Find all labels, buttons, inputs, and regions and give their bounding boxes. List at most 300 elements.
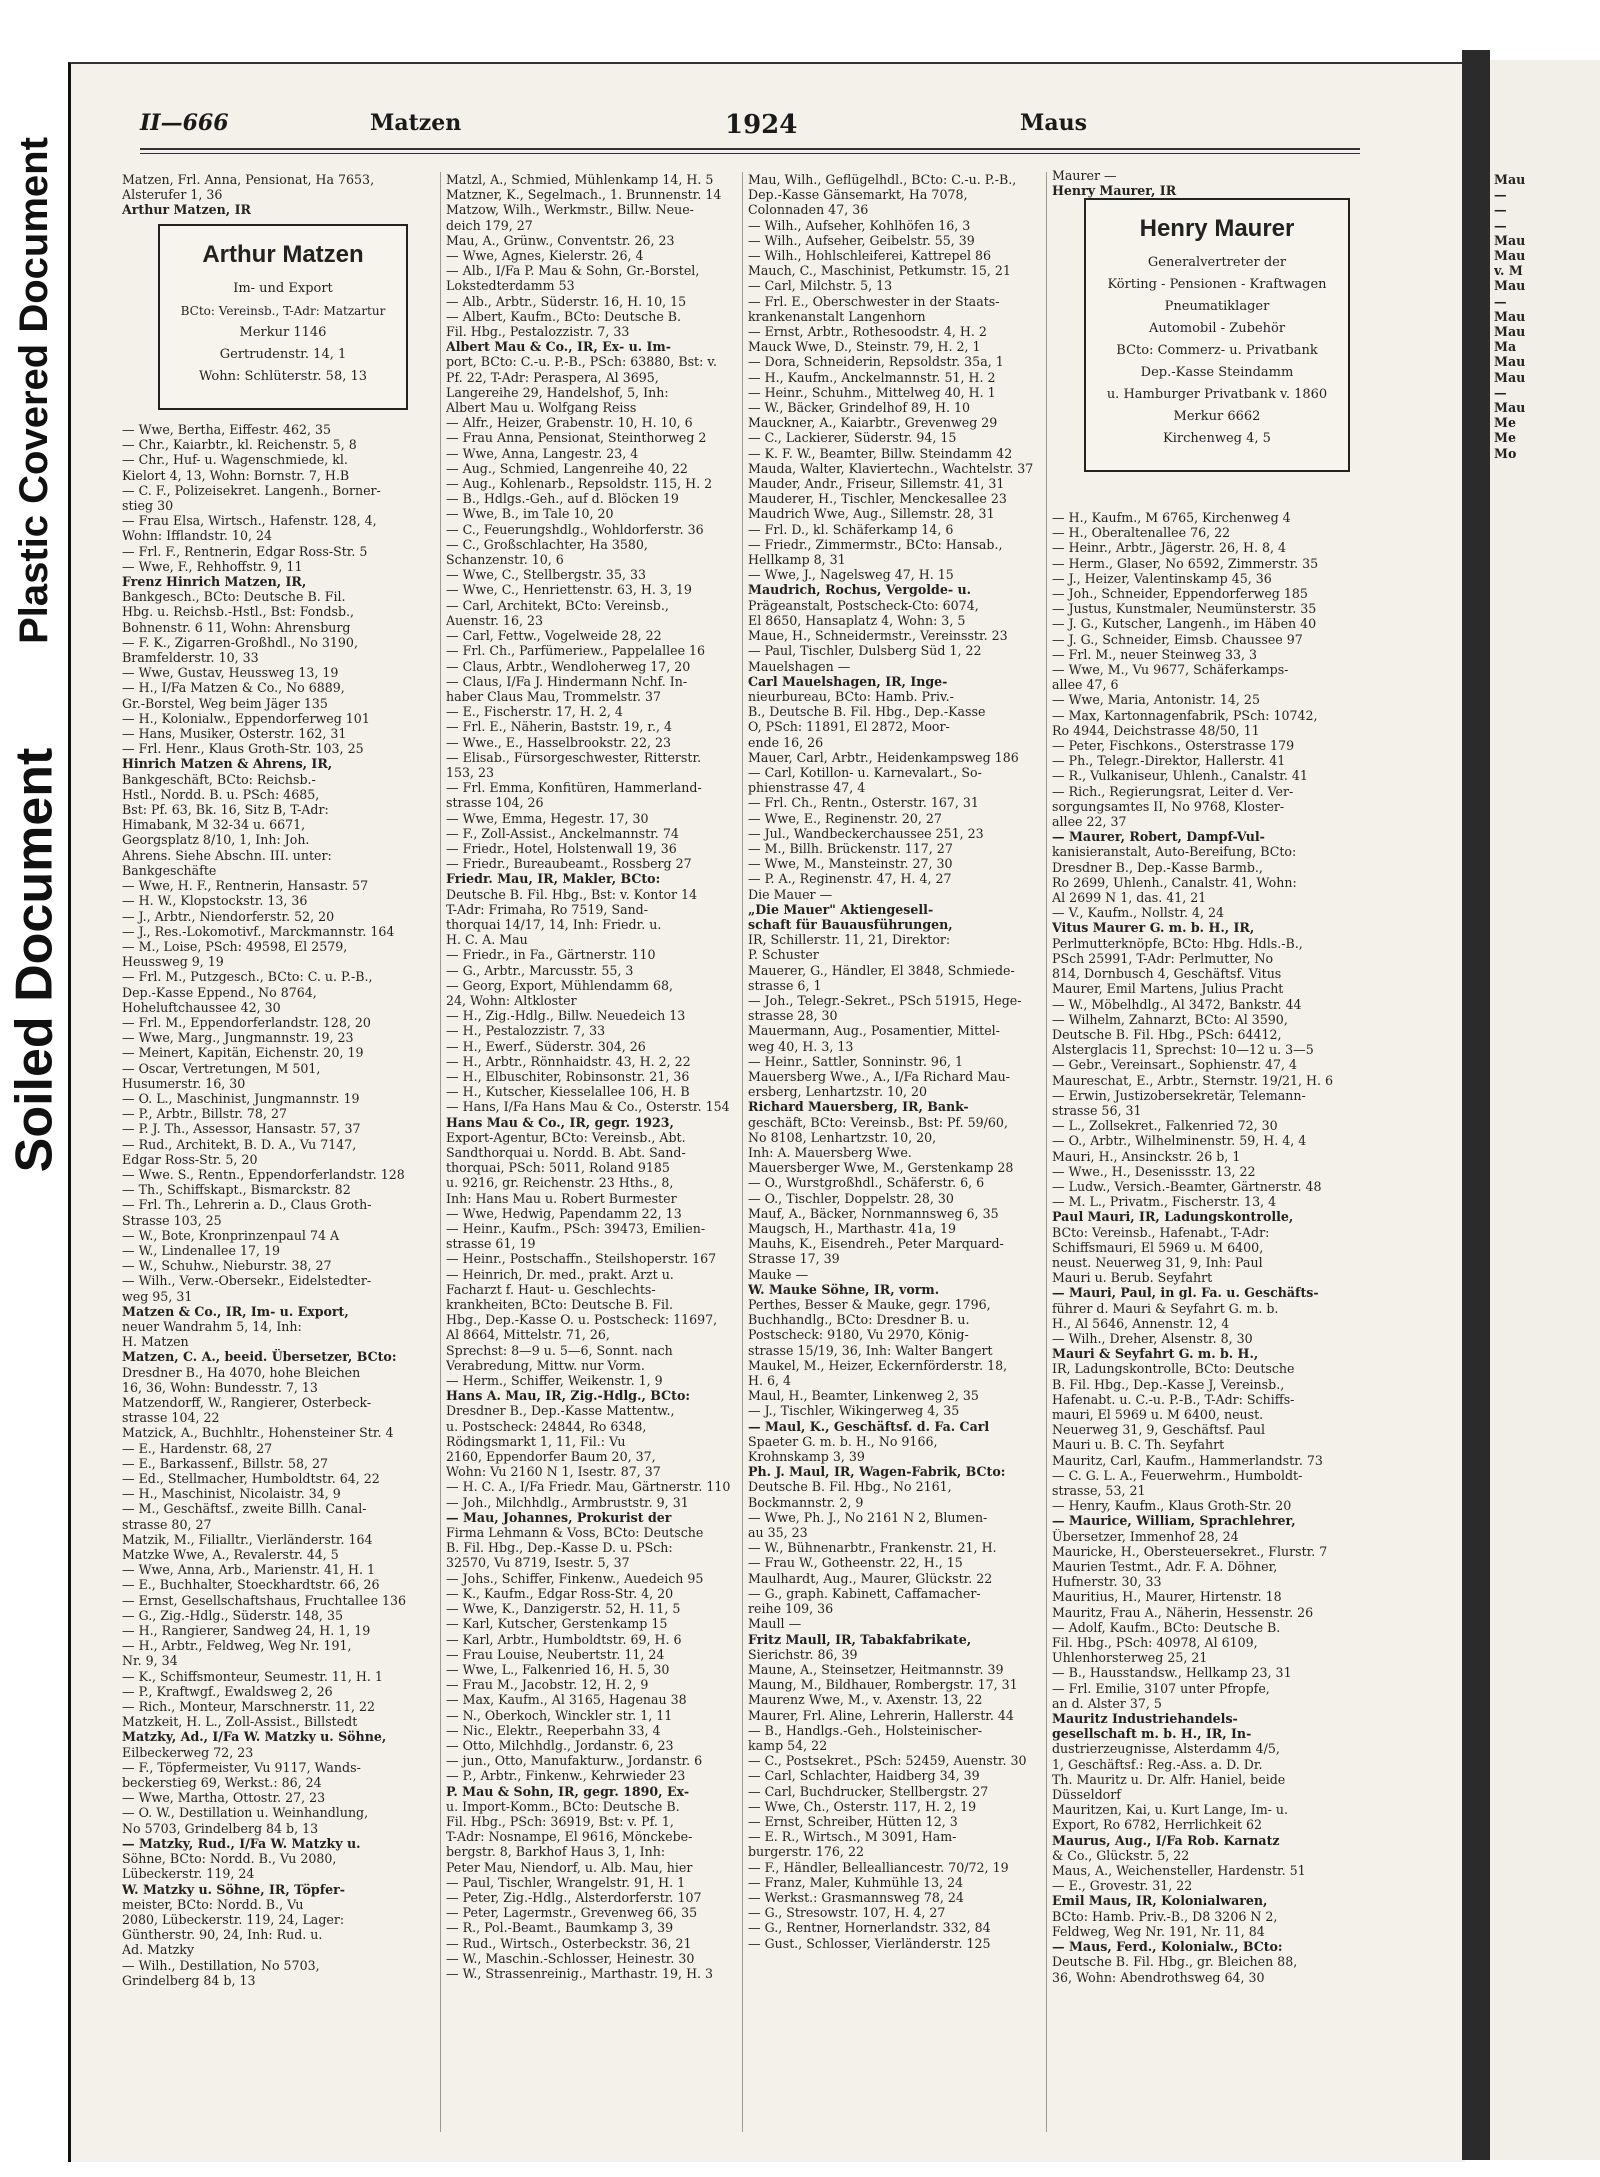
directory-entry: — Frau Anna, Pensionat, Steinthorweg 2: [446, 430, 707, 446]
directory-entry: Mauri u. Berub. Seyfahrt: [1052, 1270, 1213, 1286]
directory-entry: — E., Hardenstr. 68, 27: [122, 1440, 273, 1456]
directory-entry: Matzow, Wilh., Werkmstr., Billw. Neue-: [446, 202, 694, 218]
directory-entry: — Frl. Th., Lehrerin a. D., Claus Groth-: [122, 1197, 372, 1213]
directory-entry: 36, Wohn: Abendrothsweg 64, 30: [1052, 1969, 1265, 1985]
plastic-covered-label: [4, 120, 64, 660]
directory-entry: — Alfr., Heizer, Grabenstr. 10, H. 10, 6: [446, 415, 693, 431]
directory-entry: Maurenz Wwe, M., v. Axenstr. 13, 22: [748, 1692, 983, 1708]
directory-entry: — Carl, Milchstr. 5, 13: [748, 278, 893, 294]
directory-entry: — Wwe, E., Reginenstr. 20, 27: [748, 810, 942, 826]
directory-entry: — Mauri, Paul, in gl. Fa. u. Geschäfts-: [1052, 1285, 1319, 1301]
directory-entry: — H., Zig.-Hdlg., Billw. Neuedeich 13: [446, 1008, 686, 1024]
directory-entry: Albert Mau & Co., IR, Ex- u. Im-: [446, 339, 671, 355]
directory-entry: — V., Kaufm., Nollstr. 4, 24: [1052, 905, 1225, 921]
directory-entry: — W., Schuhw., Nieburstr. 38, 27: [122, 1258, 332, 1274]
directory-entry: — Frl. F., Rentnerin, Edgar Ross-Str. 5: [122, 543, 368, 559]
directory-entry: — C., Lackierer, Süderstr. 94, 15: [748, 430, 957, 446]
directory-entry: — Claus, I/Fa J. Hindermann Nchf. In-: [446, 673, 688, 689]
directory-entry: — Wwe, K., Danzigerstr. 52, H. 11, 5: [446, 1601, 681, 1617]
directory-entry: Dresdner B., Dep.-Kasse Mattentw.,: [446, 1403, 675, 1419]
directory-entry: — Adolf, Kaufm., BCto: Deutsche B.: [1052, 1619, 1281, 1635]
directory-entry: — Wwe, L., Falkenried 16, H. 5, 30: [446, 1661, 670, 1677]
ad-line: Generalvertreter der: [1147, 255, 1287, 270]
directory-entry: — C., Feuerungshdlg., Wohldorferstr. 36: [446, 521, 704, 537]
directory-entry: — Ernst, Gesellschaftshaus, Fruchtallee 136: [122, 1592, 407, 1608]
directory-entry: — B., Hdlgs.-Geh., auf d. Blöcken 19: [446, 491, 679, 507]
directory-entry: — Justus, Kunstmaler, Neumünsterstr. 35: [1052, 601, 1317, 617]
directory-entry: — Johs., Schiffer, Finkenw., Auedeich 95: [446, 1570, 704, 1586]
directory-entry: — Matzky, Rud., I/Fa W. Matzky u.: [122, 1835, 361, 1851]
directory-entry: Maue, H., Schneidermstr., Vereinsstr. 23: [748, 628, 1008, 644]
directory-entry: Alsterglacis 11, Sprechst: 10—12 u. 3—5: [1052, 1042, 1314, 1058]
directory-entry: Emil Maus, IR, Kolonialwaren,: [1052, 1893, 1268, 1909]
directory-entry: Grindelberg 84 b, 13: [122, 1972, 256, 1988]
directory-entry: — Carl, Buchdrucker, Stellbergstr. 27: [748, 1783, 989, 1799]
directory-entry: strasse 15/19, 36, Inh: Walter Bangert: [748, 1342, 993, 1358]
directory-entry: — Joh., Telegr.-Sekret., PSch 51915, Hege-: [748, 992, 1022, 1008]
header-rule: [140, 148, 1360, 150]
directory-entry: — J., Res.-Lokomotivf., Marckmannstr. 164: [122, 923, 395, 939]
directory-entry: ende 16, 26: [748, 734, 824, 750]
directory-entry: Hans A. Mau, IR, Zig.-Hdlg., BCto:: [446, 1388, 690, 1404]
directory-entry: Wohn: Vu 2160 N 1, Isestr. 87, 37: [446, 1464, 661, 1480]
directory-entry: haber Claus Mau, Trommelstr. 37: [446, 688, 661, 704]
directory-entry: Ro 2699, Uhlenh., Canalstr. 41, Wohn:: [1052, 874, 1297, 890]
directory-entry: — Frl. E., Oberschwester in der Staats-: [748, 293, 1000, 309]
directory-entry: — Wwe., E., Hasselbrookstr. 22, 23: [446, 734, 671, 750]
ad-line: Körting - Pensionen - Kraftwagen: [1107, 277, 1327, 292]
directory-entry: Maurer, Emil Martens, Julius Pracht: [1052, 981, 1284, 997]
directory-entry: Alsterufer 1, 36: [122, 187, 223, 203]
directory-entry: Maureschat, E., Arbtr., Sternstr. 19/21, H. 6: [1052, 1072, 1334, 1088]
directory-entry: Inh: A. Mauersberg Wwe.: [748, 1145, 912, 1160]
ad-line: Dep.-Kasse Steindamm: [1140, 365, 1294, 380]
soiled-document-label: [4, 680, 64, 1240]
directory-entry: — Karl, Arbtr., Humboldtstr. 69, H. 6: [446, 1631, 682, 1647]
directory-entry: — Rud., Wirtsch., Osterbeckstr. 36, 21: [446, 1935, 692, 1951]
column-2: [446, 172, 736, 2132]
directory-entry: — O. W., Destillation u. Weinhandlung,: [122, 1805, 369, 1821]
directory-entry: Mauricke, H., Obersteuersekret., Flurstr. 7: [1052, 1543, 1328, 1559]
directory-entry: geschäft, BCto: Vereinsb., Bst: Pf. 59/60,: [748, 1114, 1008, 1130]
directory-entry: Matzen, C. A., beeid. Übersetzer, BCto:: [122, 1349, 397, 1365]
directory-entry: — Frau W., Gotheenstr. 22, H., 15: [748, 1555, 963, 1571]
directory-entry: — Henry, Kaufm., Klaus Groth-Str. 20: [1052, 1498, 1292, 1514]
directory-entry: Kielort 4, 13, Wohn: Bornstr. 7, H.B: [122, 467, 350, 483]
directory-entry: — jun., Otto, Manufakturw., Jordanstr. 6: [446, 1753, 703, 1769]
directory-entry: Peter Mau, Niendorf, u. Alb. Mau, hier: [446, 1859, 693, 1875]
directory-entry: 24, Wohn: Altkloster: [446, 992, 577, 1008]
directory-entry: Bankgesch., BCto: Deutsche B. Fil.: [122, 589, 346, 605]
directory-entry: — W., Bäcker, Grindelhof 89, H. 10: [748, 400, 971, 416]
directory-entry: Henry Maurer, IR: [1052, 183, 1177, 199]
directory-entry: Buchhandlg., BCto: Dresdner B. u.: [748, 1312, 970, 1328]
facing-page-column: [1494, 172, 1594, 2132]
directory-entry: Maurer, Frl. Aline, Lehrerin, Hallerstr. 44: [748, 1707, 1014, 1723]
directory-entry: — Peter, Zig.-Hdlg., Alsterdorferstr. 107: [446, 1889, 702, 1905]
directory-entry: Heussweg 9, 19: [122, 954, 224, 970]
directory-entry: „Die Mauer" Aktiengesell-: [748, 901, 934, 917]
directory-entry: u. Postscheck: 24844, Ro 6348,: [446, 1418, 647, 1434]
directory-entry: Maurer —: [1052, 168, 1117, 183]
directory-entry: — Gust., Schlosser, Vierländerstr. 125: [748, 1935, 991, 1951]
directory-entry: Mau: [1494, 278, 1526, 294]
directory-entry: Fritz Maull, IR, Tabakfabrikate,: [748, 1631, 972, 1647]
directory-entry: krankheiten, BCto: Deutsche B. Fil.: [446, 1297, 674, 1313]
directory-entry: reihe 109, 36: [748, 1601, 834, 1617]
column-divider: [440, 172, 441, 2132]
directory-entry: Maudrich, Rochus, Vergolde- u.: [748, 582, 972, 598]
directory-entry: Maukel, M., Heizer, Eckernförderstr. 18,: [748, 1357, 1008, 1373]
directory-entry: — Friedr., Zimmermstr., BCto: Hansab.,: [748, 536, 1003, 552]
directory-entry: Mauf, A., Bäcker, Nornmannsweg 6, 35: [748, 1205, 999, 1221]
directory-entry: — Hans, I/Fa Hans Mau & Co., Osterstr. 154: [446, 1099, 730, 1115]
directory-entry: Mo: [1494, 445, 1517, 461]
directory-entry: Spaeter G. m. b. H., No 9166,: [748, 1433, 938, 1449]
directory-entry: Hbg. u. Reichsb.-Hstl., Bst: Fondsb.,: [122, 604, 355, 620]
directory-entry: — H., Elbuschiter, Robinsonstr. 21, 36: [446, 1068, 690, 1084]
directory-entry: — Maurice, William, Sprachlehrer,: [1052, 1513, 1296, 1529]
directory-entry: — Georg, Export, Mühlendamm 68,: [446, 977, 674, 993]
directory-entry: H. Matzen: [122, 1334, 189, 1350]
directory-entry: — Max, Kartonnagenfabrik, PSch: 10742,: [1052, 707, 1318, 723]
directory-entry: O, PSch: 11891, El 2872, Moor-: [748, 719, 950, 735]
directory-entry: — H., Kaufm., Anckelmannstr. 51, H. 2: [748, 369, 996, 385]
directory-entry: Deutsche B. Fil. Hbg., gr. Bleichen 88,: [1052, 1954, 1298, 1970]
directory-entry: — H., Kaufm., M 6765, Kirchenweg 4: [1052, 510, 1291, 525]
directory-entry: Mauda, Walter, Klaviertechn., Wachtelstr. 37: [748, 460, 1034, 476]
directory-entry: — H., Ewerf., Süderstr. 304, 26: [446, 1038, 646, 1054]
column-1: [122, 422, 432, 2132]
directory-entry: Mau: [1494, 324, 1526, 340]
directory-entry: Th. Mauritz u. Dr. Alfr. Haniel, beide: [1052, 1771, 1286, 1787]
directory-entry: — Wwe, F., Rehhoffstr. 9, 11: [122, 558, 303, 574]
directory-entry: Albert Mau u. Wolfgang Reiss: [446, 400, 637, 416]
directory-entry: Bohnenstr. 6 11, Wohn: Ahrensburg: [122, 619, 351, 635]
column-1-top: [122, 172, 430, 220]
directory-entry: Mau: [1494, 308, 1526, 324]
column-3: [748, 172, 1040, 2132]
directory-entry: Mau: [1494, 248, 1526, 264]
directory-entry: Matzke Wwe, A., Revalerstr. 44, 5: [122, 1547, 339, 1563]
directory-entry: — Maus, Ferd., Kolonialw., BCto:: [1052, 1939, 1283, 1955]
directory-entry: Strasse 17, 39: [748, 1251, 840, 1267]
directory-entry: Hoheluftchaussee 42, 30: [122, 999, 281, 1015]
directory-entry: krankenanstalt Langenhorn: [748, 308, 926, 324]
directory-entry: & Co., Glückstr. 5, 22: [1052, 1847, 1190, 1863]
directory-entry: Dep.-Kasse Eppend., No 8764,: [122, 984, 317, 1000]
directory-entry: Mau: [1494, 354, 1526, 370]
ad-line: Automobil - Zubehör: [1148, 321, 1286, 336]
directory-entry: BCto: Hamb. Priv.-B., D8 3206 N 2,: [1052, 1908, 1278, 1924]
directory-entry: — Heinrich, Dr. med., prakt. Arzt u.: [446, 1266, 674, 1282]
directory-entry: — E., Grovestr. 31, 22: [1052, 1878, 1193, 1894]
directory-entry: dustrierzeugnisse, Alsterdamm 4/5,: [1052, 1741, 1280, 1757]
directory-entry: — Friedr., in Fa., Gärtnerstr. 110: [446, 947, 656, 963]
directory-entry: Dresdner B., Dep.-Kasse Barmb.,: [1052, 859, 1263, 875]
directory-entry: — Franz, Maler, Kuhmühle 13, 24: [748, 1874, 964, 1890]
headword-right: Maus: [1020, 110, 1087, 136]
book-spine: [1462, 50, 1490, 2160]
directory-entry: thorquai, PSch: 5011, Roland 9185: [446, 1160, 670, 1176]
directory-entry: — O. L., Maschinist, Jungmannstr. 19: [122, 1090, 360, 1106]
directory-entry: Mauckner, A., Kaiarbtr., Grevenweg 29: [748, 415, 998, 431]
directory-entry: H., Al 5646, Annenstr. 12, 4: [1052, 1315, 1230, 1331]
directory-entry: — E. R., Wirtsch., M 3091, Ham-: [748, 1829, 957, 1845]
directory-entry: Mauer, Carl, Arbtr., Heidenkampsweg 186: [748, 749, 1019, 765]
directory-entry: Langereihe 29, Handelshof, 5, Inh:: [446, 384, 669, 400]
ad-line: Merkur 6662: [1173, 409, 1261, 424]
directory-entry: Prägeanstalt, Postscheck-Cto: 6074,: [748, 597, 979, 613]
directory-entry: BCto: Vereinsb., Hafenabt., T-Adr:: [1052, 1224, 1270, 1240]
directory-entry: nieurbureau, BCto: Hamb. Priv.-: [748, 688, 954, 704]
directory-entry: No 8108, Lenhartzstr. 10, 20,: [748, 1129, 937, 1145]
directory-entry: Matzick, A., Buchhltr., Hohensteiner Str. 4: [122, 1425, 394, 1441]
directory-entry: — M., Billh. Brückenstr. 117, 27: [748, 840, 953, 856]
directory-entry: — Wwe, C., Stellbergstr. 35, 33: [446, 567, 646, 583]
directory-entry: strasse 6, 1: [748, 977, 822, 993]
directory-entry: — Hans, Musiker, Osterstr. 162, 31: [122, 726, 347, 742]
directory-entry: Maune, A., Steinsetzer, Heitmannstr. 39: [748, 1661, 1004, 1677]
directory-entry: — E., Barkassenf., Billstr. 58, 27: [122, 1455, 328, 1471]
directory-entry: — B., Handlgs.-Geh., Holsteinischer-: [748, 1722, 983, 1738]
directory-entry: 32570, Vu 8719, Isestr. 5, 37: [446, 1555, 630, 1571]
directory-entry: Mau: [1494, 369, 1526, 385]
directory-entry: — W., Bote, Kronprinzenpaul 74 A: [122, 1227, 340, 1243]
directory-entry: — Carl, Fettw., Vogelweide 28, 22: [446, 628, 662, 644]
ad-line: BCto: Vereinsb., T-Adr: Matzartur: [180, 304, 386, 318]
directory-entry: T-Adr: Nosnampe, El 9616, Mönckebe-: [446, 1829, 693, 1845]
directory-entry: Colonnaden 47, 36: [748, 202, 869, 218]
directory-entry: Hafenabt. u. C.-u. P.-B., T-Adr: Schiffs-: [1052, 1391, 1295, 1407]
directory-entry: Bramfelderstr. 10, 33: [122, 650, 259, 666]
column-divider: [1046, 172, 1047, 2132]
directory-entry: Himabank, M 32-34 u. 6671,: [122, 817, 306, 833]
directory-entry: Mauke —: [748, 1266, 809, 1282]
directory-entry: — J. G., Kutscher, Langenh., im Häben 40: [1052, 616, 1317, 632]
directory-entry: Feldweg, Weg Nr. 191, Nr. 11, 84: [1052, 1923, 1265, 1939]
directory-entry: Mauritz Industriehandels-: [1052, 1711, 1238, 1727]
directory-entry: — P. A., Reginenstr. 47, H. 4, 27: [748, 871, 952, 887]
directory-entry: — G., Arbtr., Marcusstr. 55, 3: [446, 962, 634, 978]
directory-entry: weg 40, H. 3, 13: [748, 1038, 854, 1054]
directory-entry: bergstr. 8, Barkhof Haus 3, 1, Inh:: [446, 1844, 666, 1860]
directory-entry: Mau: [1494, 232, 1526, 248]
directory-entry: Gr.-Borstel, Weg beim Jäger 135: [122, 695, 328, 711]
directory-entry: Export, Ro 6782, Herrlichkeit 62: [1052, 1817, 1263, 1833]
directory-entry: Hans Mau & Co., IR, gegr. 1923,: [446, 1114, 674, 1130]
directory-entry: — K., Kaufm., Edgar Ross-Str. 4, 20: [446, 1585, 674, 1601]
directory-entry: — K. F. W., Beamter, Billw. Steindamm 42: [748, 445, 1013, 461]
directory-entry: — Wwe, M., Vu 9677, Schäferkamps-: [1052, 662, 1289, 678]
directory-entry: — W., Bühnenarbtr., Frankenstr. 21, H.: [748, 1540, 997, 1556]
directory-entry: — Friedr., Hotel, Holstenwall 19, 36: [446, 840, 677, 856]
directory-entry: — C. G. L. A., Feuerwehrm., Humboldt-: [1052, 1467, 1303, 1483]
directory-entry: Schanzenstr. 10, 6: [446, 552, 564, 568]
directory-entry: Mauritz, Carl, Kaufm., Hammerlandstr. 73: [1052, 1452, 1323, 1468]
directory-entry: allee 22, 37: [1052, 814, 1127, 830]
directory-entry: — Wwe., H., Desenissstr. 13, 22: [1052, 1163, 1256, 1179]
directory-entry: au 35, 23: [748, 1525, 808, 1541]
directory-entry: Maus, A., Weichensteller, Hardenstr. 51: [1052, 1863, 1306, 1879]
directory-entry: v. M: [1494, 263, 1523, 279]
directory-entry: strasse, 53, 21: [1052, 1483, 1146, 1498]
ad-title: Henry Maurer: [1139, 215, 1295, 242]
directory-entry: — Elisab., Fürsorgeschwester, Ritterstr.: [446, 749, 702, 765]
directory-entry: — Maul, K., Geschäftsf. d. Fa. Carl: [748, 1418, 990, 1434]
directory-entry: — Friedr., Bureaubeamt., Rossberg 27: [446, 856, 692, 872]
directory-entry: — Frau Elsa, Wirtsch., Hafenstr. 128, 4,: [122, 513, 377, 529]
directory-entry: an d. Alster 37, 5: [1052, 1695, 1162, 1711]
directory-entry: — Ed., Stellmacher, Humboldtstr. 64, 22: [122, 1471, 380, 1487]
page-number: II—666: [140, 110, 229, 136]
directory-entry: — Joh., Milchhdlg., Armbruststr. 9, 31: [446, 1494, 689, 1510]
directory-entry: — Wwe, Ch., Osterstr. 117, H. 2, 19: [748, 1798, 977, 1814]
directory-entry: — Wwe, C., Henriettenstr. 63, H. 3, 19: [446, 582, 692, 598]
directory-entry: — P., Arbtr., Finkenw., Kehrwieder 23: [446, 1768, 686, 1784]
directory-entry: — F., Händler, Bellealliancestr. 70/72, 19: [748, 1859, 1009, 1875]
directory-entry: — Wilh., Destillation, No 5703,: [122, 1957, 320, 1973]
directory-entry: Matzkeit, H. L., Zoll-Assist., Billstedt: [122, 1714, 358, 1730]
directory-entry: — G., Rentner, Hornerlandstr. 332, 84: [748, 1920, 991, 1936]
directory-entry: — Dora, Schneiderin, Repsoldstr. 35a, 1: [748, 354, 1004, 370]
page-header: [140, 110, 1360, 146]
directory-entry: 2160, Eppendorfer Baum 20, 37,: [446, 1449, 656, 1465]
directory-entry: — H., I/Fa Matzen & Co., No 6889,: [122, 680, 345, 696]
ad-line: Kirchenweg 4, 5: [1163, 431, 1271, 446]
directory-entry: Mauermann, Aug., Posamentier, Mittel-: [748, 1023, 1000, 1039]
directory-entry: Dresdner B., Ha 4070, hohe Bleichen: [122, 1364, 361, 1380]
directory-entry: Inh: Hans Mau u. Robert Burmester: [446, 1190, 677, 1206]
directory-entry: stieg 30: [122, 498, 174, 514]
directory-entry: Sierichstr. 86, 39: [748, 1646, 858, 1662]
directory-entry: — H., Maschinist, Nicolaistr. 34, 9: [122, 1486, 341, 1502]
directory-entry: — Frau M., Jacobstr. 12, H. 2, 9: [446, 1677, 649, 1693]
directory-entry: — Aug., Schmied, Langenreihe 40, 22: [446, 460, 688, 476]
header-rule-thin: [140, 153, 1360, 154]
directory-entry: — Maurer, Robert, Dampf-Vul-: [1052, 829, 1265, 845]
directory-entry: Fil. Hbg., PSch: 40978, Al 6109,: [1052, 1635, 1258, 1651]
directory-entry: Dep.-Kasse Gänsemarkt, Ha 7078,: [748, 187, 968, 203]
directory-entry: — Ph., Telegr.-Direktor, Hallerstr. 41: [1052, 753, 1286, 769]
directory-entry: Matzl, A., Schmied, Mühlenkamp 14, H. 5: [446, 172, 714, 187]
directory-entry: Matzner, K., Segelmach., 1. Brunnenstr. 14: [446, 187, 722, 203]
ad-title: Arthur Matzen: [202, 241, 364, 268]
directory-entry: Friedr. Mau, IR, Makler, BCto:: [446, 871, 661, 887]
directory-entry: — J. G., Schneider, Eimsb. Chaussee 97: [1052, 631, 1303, 647]
directory-entry: Hinrich Matzen & Ahrens, IR,: [122, 756, 333, 772]
directory-entry: Mauersberger Wwe, M., Gerstenkamp 28: [748, 1160, 1014, 1176]
directory-entry: — F., Töpfermeister, Vu 9117, Wands-: [122, 1759, 361, 1775]
directory-entry: — H., Rangierer, Sandweg 24, H. 1, 19: [122, 1623, 371, 1639]
advertisement-henry-maurer: [1084, 198, 1350, 472]
directory-entry: H. C. A. Mau: [446, 932, 528, 948]
directory-entry: Ad. Matzky: [122, 1942, 195, 1958]
directory-entry: — W., Möbelhdlg., Al 3472, Bankstr. 44: [1052, 996, 1302, 1012]
directory-entry: — O., Tischler, Doppelstr. 28, 30: [748, 1190, 954, 1206]
directory-entry: Deutsche B. Fil. Hbg., Bst: v. Kontor 14: [446, 886, 698, 902]
directory-entry: 2080, Lübeckerstr. 119, 24, Lager:: [122, 1911, 345, 1927]
directory-entry: Mauritz, Frau A., Näherin, Hessenstr. 26: [1052, 1604, 1314, 1620]
directory-entry: — Carl, Architekt, BCto: Vereinsb.,: [446, 597, 669, 613]
directory-entry: Ma: [1494, 339, 1517, 355]
directory-entry: Auenstr. 16, 23: [446, 612, 543, 628]
directory-entry: Edgar Ross-Str. 5, 20: [122, 1151, 258, 1167]
directory-entry: P. Mau & Sohn, IR, gegr. 1890, Ex-: [446, 1783, 690, 1799]
directory-entry: Hstl., Nordd. B. u. PSch: 4685,: [122, 786, 320, 802]
directory-entry: Hellkamp 8, 31: [748, 552, 846, 568]
directory-entry: — J., Heizer, Valentinskamp 45, 36: [1052, 570, 1272, 586]
directory-entry: P. Schuster: [748, 947, 819, 963]
directory-entry: Arthur Matzen, IR: [122, 202, 251, 218]
directory-entry: — H., Arbtr., Feldweg, Weg Nr. 191,: [122, 1638, 352, 1654]
directory-entry: No 5703, Grindelberg 84 b, 13: [122, 1820, 319, 1836]
directory-entry: — Heinr., Postschaffn., Steilshoperstr. 167: [446, 1251, 717, 1267]
directory-entry: — Frl. Ch., Parfümeriew., Pappelallee 16: [446, 643, 706, 659]
directory-entry: — J., Tischler, Wikingerweg 4, 35: [748, 1403, 960, 1419]
directory-entry: — Wwe, Anna, Arb., Marienstr. 41, H. 1: [122, 1562, 376, 1578]
directory-entry: Perthes, Besser & Mauke, gegr. 1796,: [748, 1297, 991, 1313]
directory-entry: — Wilh., Verw.-Obersekr., Eidelstedter-: [122, 1273, 372, 1289]
directory-entry: — Heinr., Kaufm., PSch: 39473, Emilien-: [446, 1221, 706, 1237]
directory-entry: führer d. Mauri & Seyfahrt G. m. b.: [1052, 1300, 1279, 1316]
directory-entry: — Frl. Henr., Klaus Groth-Str. 103, 25: [122, 741, 364, 757]
directory-entry: — Frl. M., neuer Steinweg 33, 3: [1052, 646, 1258, 662]
directory-entry: Maudrich Wwe, Aug., Sillemstr. 28, 31: [748, 506, 995, 522]
directory-entry: H. 6, 4: [748, 1373, 792, 1389]
directory-entry: — Karl, Kutscher, Gerstenkamp 15: [446, 1616, 668, 1632]
directory-entry: — J., Arbtr., Niendorferstr. 52, 20: [122, 908, 335, 924]
directory-entry: Pf. 22, T-Adr: Peraspera, Al 3695,: [446, 369, 659, 385]
headword-left: Matzen: [370, 110, 462, 136]
directory-entry: Ro 4944, Deichstrasse 48/50, 11: [1052, 722, 1260, 738]
directory-entry: — Ludw., Versich.-Beamter, Gärtnerstr. 48: [1052, 1178, 1322, 1194]
directory-entry: Mauri, H., Ansinckstr. 26 b, 1: [1052, 1148, 1241, 1164]
directory-entry: Nr. 9, 34: [122, 1653, 178, 1669]
directory-entry: gesellschaft m. b. H., IR, In-: [1052, 1726, 1252, 1742]
directory-entry: — F. K., Zigarren-Großhdl., No 3190,: [122, 634, 358, 650]
directory-entry: Deutsche B. Fil. Hbg., No 2161,: [748, 1479, 952, 1495]
directory-entry: — Frl. Ch., Rentn., Osterstr. 167, 31: [748, 795, 979, 811]
directory-entry: — Heinr., Arbtr., Jägerstr. 26, H. 8, 4: [1052, 540, 1287, 556]
directory-entry: — E., Buchhalter, Stoeckhardtstr. 66, 26: [122, 1577, 380, 1593]
directory-entry: sorgungsamtes II, No 9768, Kloster-: [1052, 798, 1285, 814]
year-label: 1924: [725, 110, 798, 140]
directory-entry: — K., Schiffsmonteur, Seumestr. 11, H. 1: [122, 1668, 383, 1684]
directory-entry: — Wwe, Hedwig, Papendamm 22, 13: [446, 1205, 682, 1221]
directory-entry: Maung, M., Bildhauer, Rombergstr. 17, 31: [748, 1677, 1018, 1693]
directory-entry: — H., Kutscher, Kiesselallee 106, H. B: [446, 1084, 690, 1100]
directory-entry: Mau: [1494, 400, 1526, 416]
directory-entry: — C., Großschlachter, Ha 3580,: [446, 536, 648, 552]
directory-entry: strasse 104, 26: [446, 795, 544, 811]
directory-entry: u. 9216, gr. Reichenstr. 23 Hths., 8,: [446, 1175, 674, 1191]
directory-entry: kanisieranstalt, Auto-Bereifung, BCto:: [1052, 844, 1297, 860]
directory-entry: — Herm., Glaser, No 6592, Zimmerstr. 35: [1052, 555, 1319, 571]
column-4: [1052, 510, 1352, 2132]
directory-entry: — P., Kraftwgf., Ewaldsweg 2, 26: [122, 1683, 333, 1699]
advertisement-arthur-matzen: [158, 224, 408, 410]
directory-entry: — Frl. Emma, Konfitüren, Hammerland-: [446, 780, 702, 796]
directory-entry: neuer Wandrahm 5, 14, Inh:: [122, 1318, 302, 1334]
directory-entry: — Rich., Regierungsrat, Leiter d. Ver-: [1052, 783, 1294, 799]
directory-entry: — Frl. D., kl. Schäferkamp 14, 6: [748, 521, 954, 537]
directory-entry: — C. F., Polizeisekret. Langenh., Borner-: [122, 482, 381, 498]
directory-entry: —: [1494, 384, 1507, 400]
directory-entry: — Wwe, Anna, Langestr. 23, 4: [446, 445, 639, 461]
directory-entry: Paul Mauri, IR, Ladungskontrolle,: [1052, 1209, 1294, 1225]
directory-entry: — O., Wurstgroßhdl., Schäferstr. 6, 6: [748, 1175, 985, 1191]
